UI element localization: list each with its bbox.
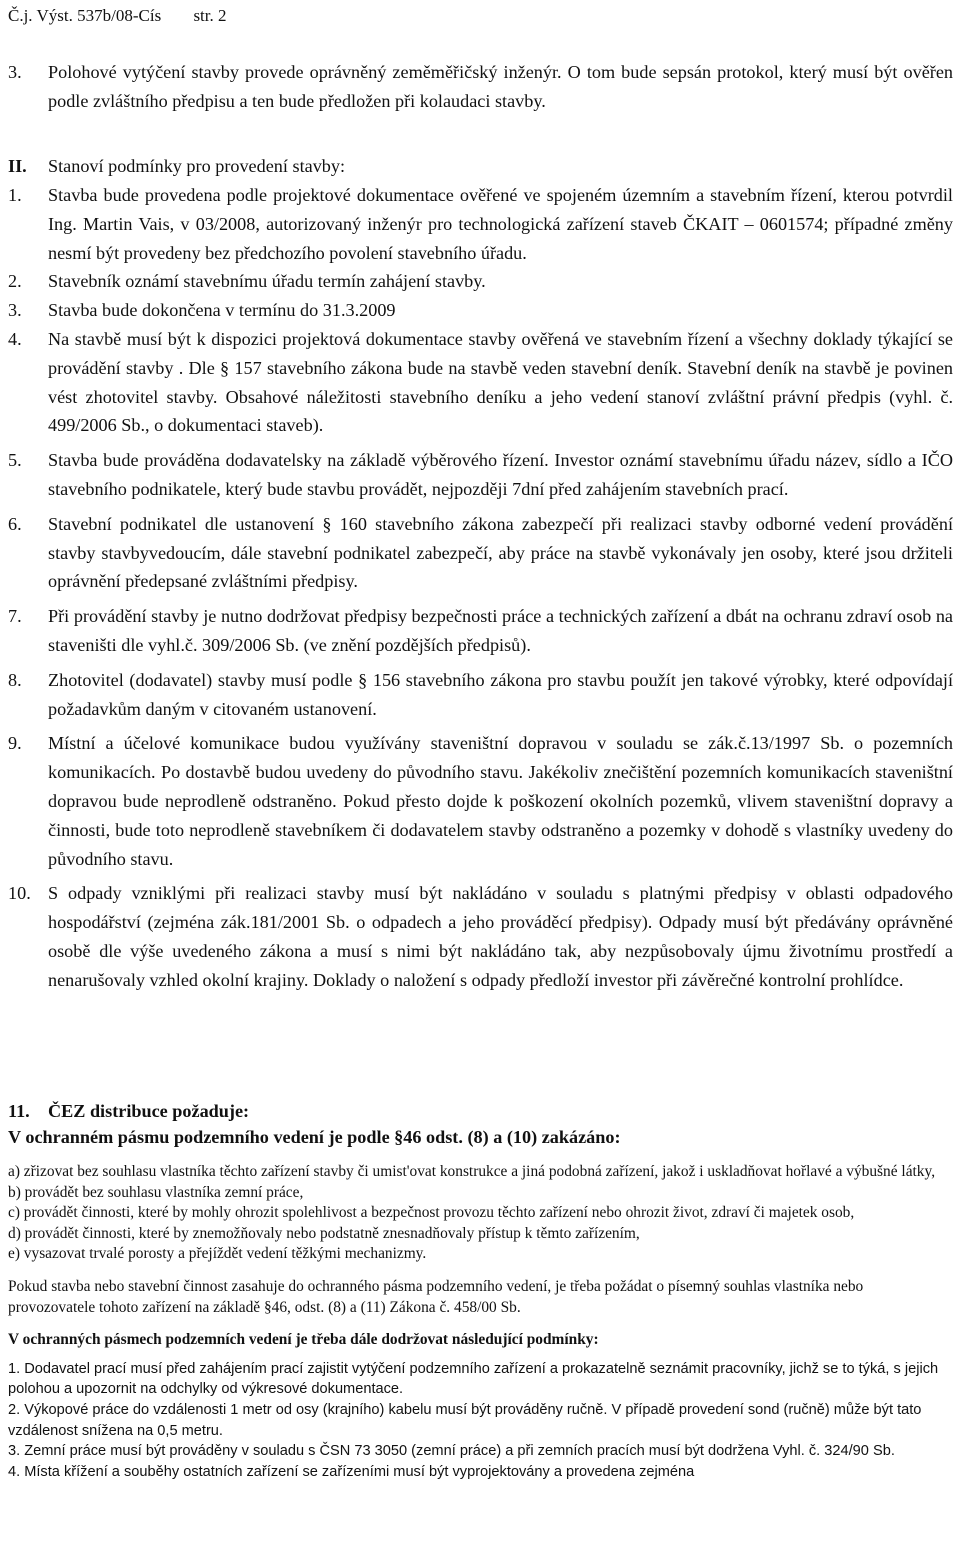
item-3 bbox=[8, 58, 953, 116]
section-title: Stanoví podmínky pro provedení stavby: bbox=[48, 156, 346, 176]
condition-number: 1. bbox=[8, 185, 22, 205]
cez-condition-item: 3. Zemní práce musí být prováděny v souladu s ČSN 73 3050 (zemní práce) a při zemních pracích musí být dodržena Vyhl. č. 324/90 Sb. bbox=[8, 1443, 895, 1460]
condition-text: Na stavbě musí být k dispozici projektová dokumentace stavby ověřená ve stavebním řízení a všechny doklady týkající se provádění stavby . Dle § 157 stavebního zákona bude na stavbě veden stavební deník. Stavební deník na stavbě je povinen vést zhotovitel stavby. Obsahové náležitosti stavebního deníku a jeho vedení stanoví zvláštní právní předpis (vyhl. č. 499/2006 Sb., o dokumentaci staveb). bbox=[48, 328, 953, 436]
prohibition-item: b) provádět bez souhlasu vlastníka zemní práce, bbox=[8, 1183, 304, 1201]
cez-heading bbox=[8, 1098, 953, 1124]
condition-item bbox=[8, 879, 953, 994]
condition-text: Zhotovitel (dodavatel) stavby musí podle § 156 stavebního zákona pro stavbu použít jen takové výrobky, které odpovídají požadavkům daným v citovaném ustanovení. bbox=[48, 669, 953, 719]
prohibition-item: a) zřizovat bez souhlasu vlastníka těchto zařízení stavby či umist'ovat konstrukce a jiná podobná zařízení, jakož i uskladňovat hořlavé a výbušné látky, bbox=[8, 1163, 936, 1180]
condition-number: 6. bbox=[8, 513, 22, 534]
condition-text: Stavební podnikatel dle ustanovení § 160 stavebního zákona zabezpečí při realizaci stavby odborné vedení provádění stavby stavbyvedoucím, dále stavební podnikatel zabezpečí, aby práce na stavbě vykonávaly jen osoby, které jsou držiteli oprávnění předepsané zvláštními předpisy. bbox=[48, 513, 953, 592]
condition-text: Při provádění stavby je nutno dodržovat předpisy bezpečnosti práce a technických zařízení a dbát na ochranu zdraví osob na staveništi dle vyhl.č. 309/2006 Sb. (ve znění pozdějších předpisů). bbox=[48, 606, 953, 655]
cez-title: ČEZ distribuce požaduje: bbox=[48, 1101, 250, 1121]
condition-number: 8. bbox=[8, 669, 22, 690]
condition-number: 5. bbox=[8, 450, 22, 471]
condition-item bbox=[8, 729, 953, 873]
cez-conditions-list bbox=[8, 1359, 953, 1483]
condition-item bbox=[8, 446, 953, 504]
condition-number: 9. bbox=[8, 733, 22, 754]
condition-item bbox=[8, 666, 953, 724]
page-header bbox=[8, 6, 227, 26]
section-ii-heading bbox=[8, 152, 953, 181]
condition-number: 3. bbox=[8, 300, 22, 321]
condition-number: 2. bbox=[8, 271, 22, 292]
condition-item bbox=[8, 296, 953, 325]
page-number: str. 2 bbox=[193, 6, 227, 25]
cez-condition-item: 4. Místa křížení a souběhy ostatních zařízení se zařízeními musí být vyprojektovány a provedena zejména bbox=[8, 1463, 695, 1480]
cez-subtitle: V ochranném pásmu podzemního vedení je podle §46 odst. (8) a (10) zakázáno: bbox=[8, 1127, 621, 1147]
condition-text: Stavebník oznámí stavebnímu úřadu termín zahájení stavby. bbox=[48, 271, 486, 292]
prohibition-item: c) provádět činnosti, které by mohly ohrozit spolehlivost a bezpečnost provozu těchto zařízení nebo ohrozit život, zdraví či majetek osob, bbox=[8, 1204, 855, 1222]
cez-condition-item: 2. Výkopové práce do vzdálenosti 1 metr od osy (krajního) kabelu musí být prováděny ručně. V případě provedení sond (ručně) může být tato vzdálenost snížena na 0,5 metru. bbox=[8, 1401, 922, 1439]
condition-text: Místní a účelové komunikace budou využívány staveništní dopravou v souladu se zák.č.13/1997 Sb. o pozemních komunikacích. Po dostavbě budou uvedeny do původního stavu. Jakékoliv znečištění pozemních komunikacích staveništní dopravou bude neprodleně odstraněno. Pokud přesto dojde k poškození okolních pozemků, vlivem staveništní dopravy a činnosti, bude toto neprodleně stavebníkem či dodavatelem stavby odstraněno a pozemky v dohodě s vlastníky uvedeny do původního stavu. bbox=[48, 733, 953, 869]
item-number: 3. bbox=[8, 62, 22, 82]
section-number: II. bbox=[8, 156, 27, 176]
condition-item bbox=[8, 510, 953, 596]
condition-number: 7. bbox=[8, 606, 22, 627]
conditions-list bbox=[8, 181, 953, 995]
condition-item bbox=[8, 325, 953, 440]
condition-number: 10. bbox=[8, 883, 31, 904]
prohibitions-list bbox=[8, 1162, 953, 1265]
condition-number: 4. bbox=[8, 328, 22, 349]
condition-item bbox=[8, 181, 953, 267]
condition-text: Stavba bude prováděna dodavatelsky na základě výběrového řízení. Investor oznámí stavebnímu úřadu název, sídlo a IČO stavebního podnikatele, který bude stavbu provádět, nejpozději 7dní před zahájením stavebních prací. bbox=[48, 450, 953, 499]
prohibition-item: e) vysazovat trvalé porosty a přejíždět vedení těžkými mechanizmy. bbox=[8, 1245, 427, 1263]
file-reference: Č.j. Výst. 537b/08-Cís bbox=[8, 6, 162, 25]
condition-text: Stavba bude dokončena v termínu do 31.3.2009 bbox=[48, 300, 396, 321]
cez-section bbox=[8, 1098, 953, 1482]
condition-item bbox=[8, 267, 953, 296]
cez-condition-item: 1. Dodavatel prací musí před zahájením prací zajistit vytýčení podzemního zařízení a prokazatelně seznámit pracovníky, jichž se to týká, s jejich polohou a upozornit na odchylky od výkresové dokumentace. bbox=[8, 1360, 939, 1398]
conditions-title: V ochranných pásmech podzemních vedení je třeba dále dodržovat následující podmínky: bbox=[8, 1331, 599, 1349]
condition-item bbox=[8, 602, 953, 660]
consent-paragraph: Pokud stavba nebo stavební činnost zasahuje do ochranného pásma podzemního vedení, je třeba požádat o písemný souhlas vlastníka nebo provozovatele tohoto zařízení na základě §46, odst. (8) a (11) Zákona č. 458/00 Sb. bbox=[8, 1277, 864, 1316]
prohibition-item: d) provádět činnosti, které by znemožňovaly nebo podstatně znesnadňovaly přístup k těmto zařízením, bbox=[8, 1224, 640, 1242]
condition-text: Stavba bude provedena podle projektové dokumentace ověřené ve spojeném územním a stavebním řízení, kterou potvrdil Ing. Martin Vais, v 03/2008, autorizovaný inženýr pro technologická zařízení staveb ČKAIT – 0601574; případné změny nesmí být provedeny bez předchozího povolení stavebního úřadu. bbox=[48, 185, 953, 263]
cez-number: 11. bbox=[8, 1101, 30, 1121]
item-text: Polohové vytýčení stavby provede oprávněný zeměměřičský inženýr. O tom bude sepsán protokol, který musí být ověřen podle zvláštního předpisu a ten bude předložen při kolaudaci stavby. bbox=[48, 62, 953, 111]
condition-text: S odpady vzniklými při realizaci stavby musí být nakládáno v souladu s platnými předpisy v oblasti odpadového hospodářství (zejména zák.181/2001 Sb. o odpadech a jeho prováděcí předpisy). Odpady musí být předávány oprávněné osobě dle výše uvedeného zákona a musí s nimi být nakládáno tak, aby nezpůsobovaly újmu životnímu prostředí a nenarušovaly vzhled okolní krajiny. Doklady o naložení s odpady předloží investor při závěrečné kontrolní prohlídce. bbox=[48, 883, 953, 990]
